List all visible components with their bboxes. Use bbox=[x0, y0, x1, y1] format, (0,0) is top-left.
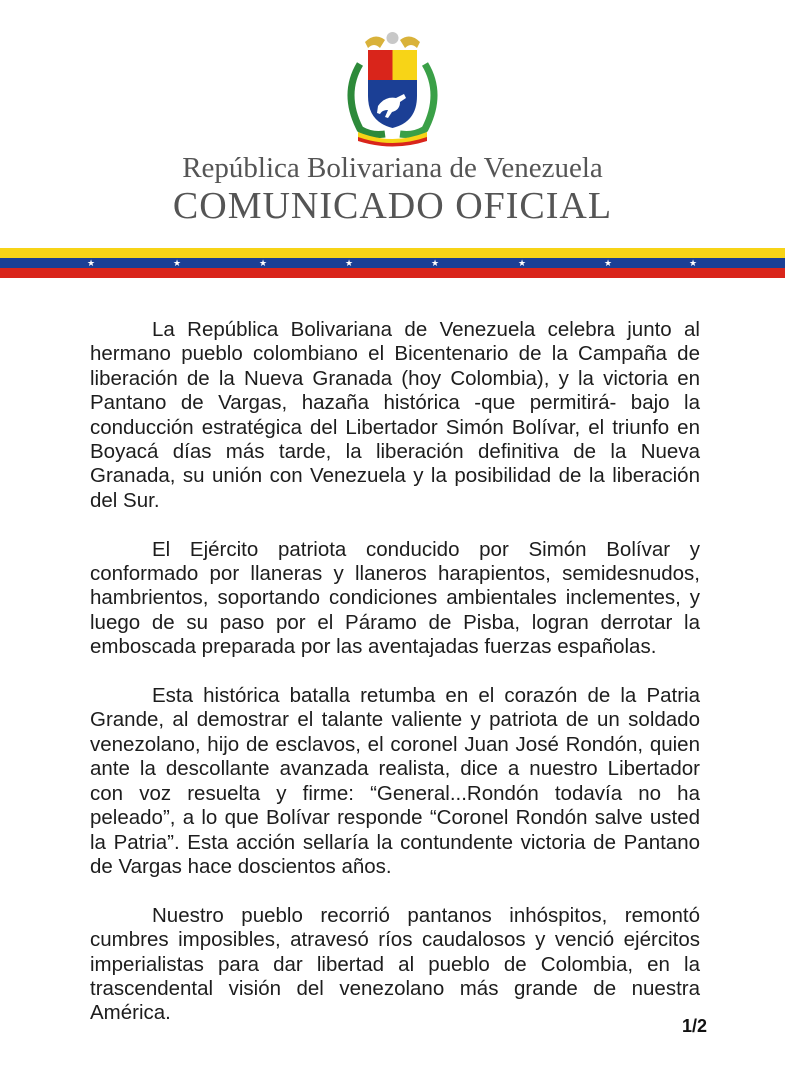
header-document-title: COMUNICADO OFICIAL bbox=[172, 185, 613, 227]
paragraph: La República Bolivariana de Venezuela celebra junto al hermano pueblo colombiano el Bicentenario de la Campaña de liberación de la Nueva Granada (hoy Colombia), y la victoria en Pantano de Vargas, hazaña histórica -que permitirá- bajo la conducción estratégica del Libertador Simón Bolívar, el triunfo en Boyacá días más tarde, la liberación definitiva de la Nueva Granada, su unión con Venezuela y la posibilidad de la liberación del Sur. bbox=[90, 318, 700, 512]
star-icon: ★ bbox=[518, 258, 527, 268]
star-icon: ★ bbox=[345, 258, 354, 268]
star-icon: ★ bbox=[173, 258, 182, 268]
star-icon: ★ bbox=[87, 258, 96, 268]
flag-band-blue bbox=[0, 258, 785, 268]
paragraph: Nuestro pueblo recorrió pantanos inhóspitos, remontó cumbres imposibles, atravesó ríos caudalosos y venció ejércitos imperialistas para dar libertad al pueblo de Colombia, en la trascendental visión del venezolano más grande de nuestra América. bbox=[90, 903, 700, 1025]
star-icon: ★ bbox=[431, 258, 440, 268]
star-icon: ★ bbox=[259, 258, 268, 268]
communique-body bbox=[90, 318, 700, 1050]
flag-band-red bbox=[0, 268, 785, 278]
page-number: 1/2 bbox=[681, 1016, 707, 1036]
coat-of-arms-icon bbox=[330, 24, 455, 149]
star-icon: ★ bbox=[604, 258, 613, 268]
paragraph: El Ejército patriota conducido por Simón Bolívar y conformado por llaneras y llaneros harapientos, semidesnudos, hambrientos, soportando condiciones ambientales inclementes, y luego de su paso por el Páramo de Pisba, logran derrotar la emboscada preparada por las aventajadas fuerzas españolas. bbox=[90, 537, 700, 659]
paragraph: Esta histórica batalla retumba en el corazón de la Patria Grande, al demostrar el talante valiente y patriota de un soldado venezolano, hijo de esclavos, el coronel Juan José Rondón, quien ante la descollante avanzada realista, dice a nuestro Libertador con voz resuelta y firme: “General...Rondón todavía no ha peleado”, a lo que Bolívar responde “Coronel Rondón salve usted la Patria”. Esta acción sellaría la contundente victoria de Pantano de Vargas hace doscientos años. bbox=[90, 684, 700, 878]
header-country-name: República Bolivariana de Venezuela bbox=[182, 152, 603, 184]
star-icon: ★ bbox=[689, 258, 698, 268]
flag-band bbox=[0, 248, 785, 278]
flag-band-yellow bbox=[0, 248, 785, 258]
